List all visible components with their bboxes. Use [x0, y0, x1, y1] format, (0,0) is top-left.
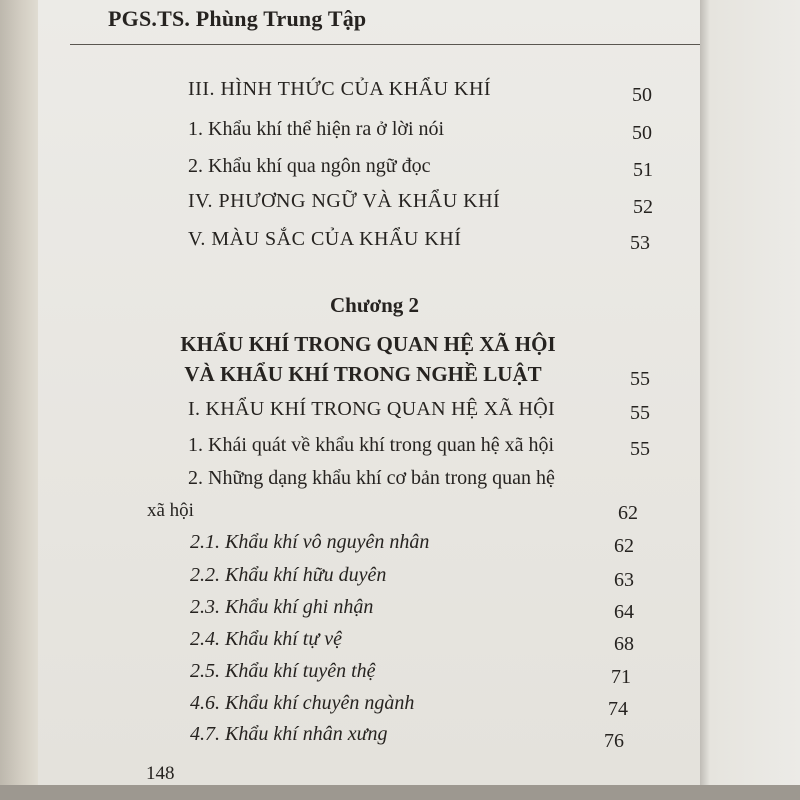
toc-entry: V. MÀU SẮC CỦA KHẨU KHÍ — [188, 228, 462, 250]
adjacent-page — [700, 0, 800, 785]
toc-page-number: 71 — [611, 666, 631, 688]
page-folio: 148 — [146, 763, 175, 784]
toc-page-number: 53 — [630, 232, 650, 254]
toc-page-number: 51 — [633, 159, 653, 181]
toc-page-number: 76 — [604, 730, 624, 752]
toc-entry-continuation: xã hội — [147, 500, 194, 521]
toc-page-number: 55 — [630, 402, 650, 424]
toc-page-number: 74 — [608, 698, 628, 720]
toc-subentry: 2.5. Khẩu khí tuyên thệ — [190, 660, 376, 682]
running-header: PGS.TS. Phùng Trung Tập — [108, 6, 367, 31]
toc-subentry: 2.4. Khẩu khí tự vệ — [190, 628, 342, 650]
show-through-text — [470, 140, 475, 163]
toc-page-number: 55 — [630, 438, 650, 460]
toc-page-number: 68 — [614, 633, 634, 655]
toc-entry: IV. PHƯƠNG NGỮ VÀ KHẨU KHÍ — [188, 190, 501, 212]
chapter-title-line1: KHẨU KHÍ TRONG QUAN HỆ XÃ HỘI — [180, 332, 556, 356]
toc-page-number: 50 — [632, 84, 652, 106]
toc-page-number: 62 — [618, 502, 638, 524]
toc-entry: 1. Khái quát về khẩu khí trong quan hệ xã hội — [188, 434, 555, 456]
toc-subentry: 4.6. Khẩu khí chuyên ngành — [190, 692, 415, 714]
toc-page-number: 63 — [614, 569, 634, 591]
toc-page-number: 55 — [630, 368, 650, 390]
toc-subentry: 2.3. Khẩu khí ghi nhận — [190, 596, 374, 618]
toc-subentry: 2.2. Khẩu khí hữu duyên — [190, 564, 387, 586]
toc-entry: 2. Khẩu khí qua ngôn ngữ đọc — [188, 155, 431, 177]
header-rule — [70, 44, 700, 45]
toc-entry: 1. Khẩu khí thể hiện ra ở lời nói — [188, 118, 445, 140]
toc-page-number: 52 — [633, 196, 653, 218]
table-surface — [0, 785, 800, 800]
toc-page-number: 50 — [632, 122, 652, 144]
chapter-title-line2: VÀ KHẨU KHÍ TRONG NGHỀ LUẬT — [184, 362, 542, 386]
toc-page-number: 62 — [614, 535, 634, 557]
book-gutter — [0, 0, 38, 800]
toc-page-number: 64 — [614, 601, 634, 623]
toc-entry: 2. Những dạng khẩu khí cơ bản trong quan hệ — [188, 467, 555, 489]
toc-subentry: 2.1. Khẩu khí vô nguyên nhân — [190, 531, 430, 553]
chapter-label: Chương 2 — [330, 293, 420, 317]
toc-entry: I. KHẨU KHÍ TRONG QUAN HỆ XÃ HỘI — [188, 398, 555, 420]
toc-entry: III. HÌNH THỨC CỦA KHẨU KHÍ — [188, 78, 492, 100]
toc-subentry: 4.7. Khẩu khí nhân xưng — [190, 723, 388, 745]
